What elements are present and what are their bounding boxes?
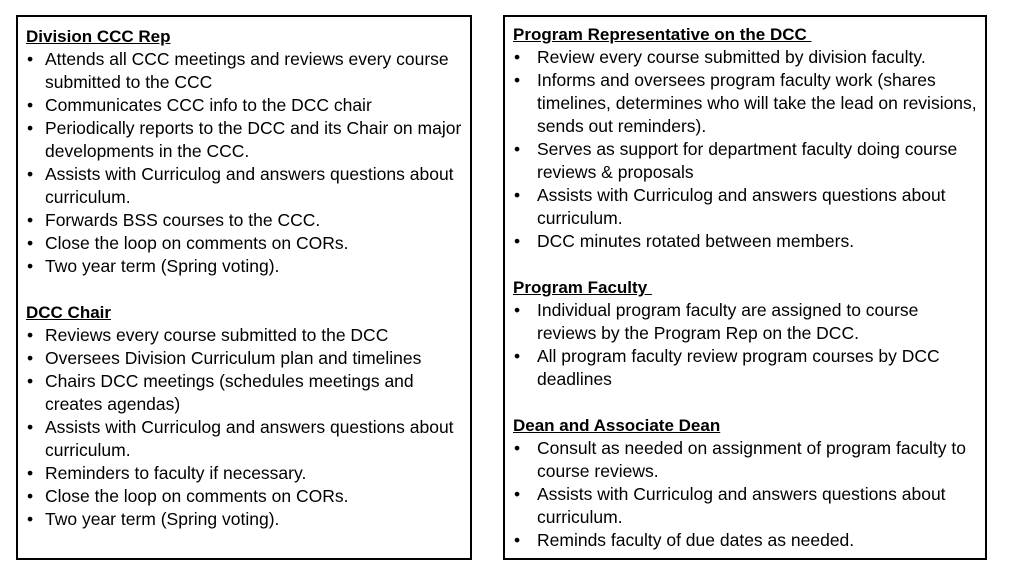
bullet-item: • Close the loop on comments on CORs. (26, 485, 462, 508)
bullet-list (26, 324, 462, 531)
bullet-item: • Forwards BSS courses to the CCC. (26, 209, 462, 232)
bullet-item: • Reminds faculty of due dates as needed. (513, 529, 977, 552)
bullet-item: • Informs and oversees program faculty work (shares timelines, determines who will take the lead on revisions, sends out reminders). (513, 69, 977, 138)
section-title: Dean and Associate Dean (513, 416, 721, 435)
bullet-item: • Chairs DCC meetings (schedules meetings and creates agendas) (26, 370, 462, 416)
bullet-item: • Periodically reports to the DCC and its Chair on major developments in the CCC. (26, 117, 462, 163)
section-spacer (513, 391, 977, 414)
bullet-item: • Attends all CCC meetings and reviews every course submitted to the CCC (26, 48, 462, 94)
bullet-item: • Two year term (Spring voting). (26, 255, 462, 278)
bullet-item: • Assists with Curriculog and answers questions about curriculum. (26, 416, 462, 462)
section-title: Program Faculty (513, 278, 652, 297)
left-panel (16, 15, 472, 560)
bullet-item: • Reviews every course submitted to the DCC (26, 324, 462, 347)
section-dean-and-associate-dean (513, 414, 977, 552)
right-panel (503, 15, 987, 560)
bullet-item: • Serves as support for department faculty doing course reviews & proposals (513, 138, 977, 184)
bullet-list (513, 437, 977, 552)
section-dcc-chair (26, 301, 462, 531)
section-spacer (26, 278, 462, 301)
bullet-list (513, 299, 977, 391)
bullet-item: • Two year term (Spring voting). (26, 508, 462, 531)
bullet-item: • Close the loop on comments on CORs. (26, 232, 462, 255)
section-division-ccc-rep (26, 25, 462, 278)
bullet-item: • Assists with Curriculog and answers questions about curriculum. (513, 483, 977, 529)
section-title: Division CCC Rep (26, 27, 171, 46)
bullet-item: • DCC minutes rotated between members. (513, 230, 977, 253)
section-program-representative (513, 23, 977, 253)
section-spacer (513, 253, 977, 276)
bullet-item: • Assists with Curriculog and answers questions about curriculum. (513, 184, 977, 230)
bullet-item: • Individual program faculty are assigned to course reviews by the Program Rep on the DCC. (513, 299, 977, 345)
bullet-item: • Review every course submitted by division faculty. (513, 46, 977, 69)
bullet-item: • Reminders to faculty if necessary. (26, 462, 462, 485)
bullet-item: • All program faculty review program courses by DCC deadlines (513, 345, 977, 391)
section-program-faculty (513, 276, 977, 391)
bullet-list (513, 46, 977, 253)
bullet-list (26, 48, 462, 278)
bullet-item: • Communicates CCC info to the DCC chair (26, 94, 462, 117)
bullet-item: • Assists with Curriculog and answers questions about curriculum. (26, 163, 462, 209)
section-title: DCC Chair (26, 303, 112, 322)
bullet-item: • Oversees Division Curriculum plan and timelines (26, 347, 462, 370)
section-title: Program Representative on the DCC (513, 25, 812, 44)
bullet-item: • Consult as needed on assignment of program faculty to course reviews. (513, 437, 977, 483)
